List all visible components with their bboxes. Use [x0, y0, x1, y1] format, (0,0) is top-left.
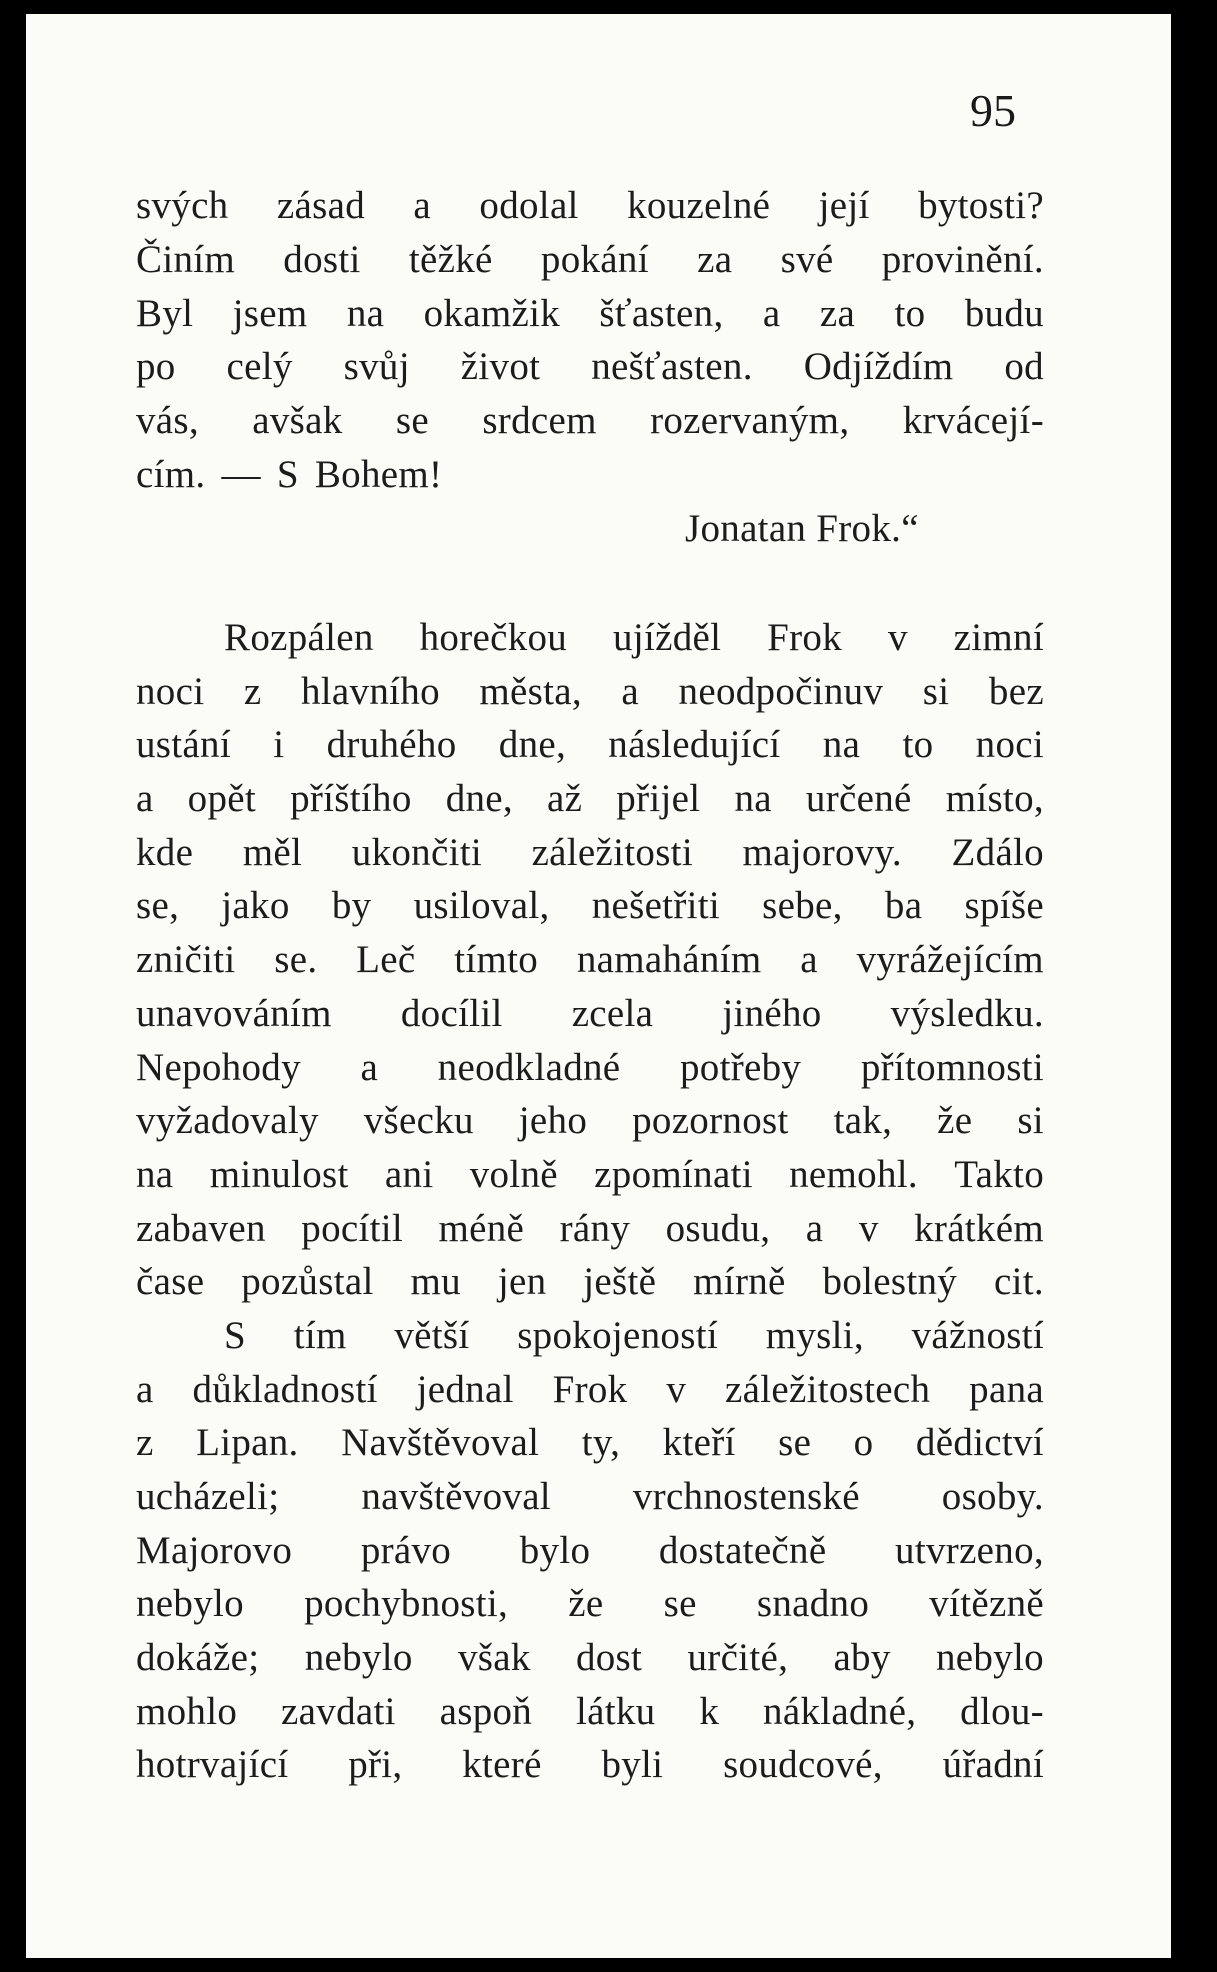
text-line: vás, avšak se srdcem rozervaným, krvácejí- — [136, 399, 1044, 443]
body-text — [136, 611, 1044, 1792]
letter-text — [136, 179, 1044, 556]
text-line: Činím dosti těžké pokání za své provinění. — [136, 237, 1044, 281]
text-line: Majorovo právo bylo dostatečně utvrzeno, — [136, 1528, 1044, 1572]
text-line: cím. — S Bohem! — [136, 452, 443, 496]
text-line: hotrvající při, které byli soudcové, úřadní — [136, 1743, 1044, 1787]
text-line: unavováním docílil zcela jiného výsledku. — [136, 991, 1044, 1035]
text-line: noci z hlavního města, a neodpočinuv si bez — [136, 669, 1044, 713]
text-line: vyžadovaly všecku jeho pozornost tak, že si — [136, 1099, 1044, 1143]
letter-signature: Jonatan Frok.“ — [685, 506, 919, 550]
text-line: po celý svůj život nešťasten. Odjíždím od — [136, 345, 1044, 389]
text-line: z Lipan. Navštěvoval ty, kteří se o dědictví — [136, 1421, 1044, 1465]
text-line: Nepohody a neodkladné potřeby přítomnosti — [136, 1045, 1044, 1089]
page-number: 95 — [970, 85, 1016, 136]
text-line: nebylo pochybnosti, že se snadno vítězně — [136, 1582, 1044, 1626]
text-line: ustání i druhého dne, následující na to noci — [136, 723, 1044, 767]
text-line: mohlo zavdati aspoň látku k nákladné, dlou- — [136, 1689, 1044, 1733]
text-line: a důkladností jednal Frok v záležitostech pana — [136, 1367, 1044, 1411]
text-line: kde měl ukončiti záležitosti majorovy. Zdálo — [136, 830, 1044, 874]
text-line: zničiti se. Leč tímto namaháním a vyrážejícím — [136, 938, 1044, 982]
book-page — [26, 14, 1171, 1958]
paragraph-first-line: S tím větší spokojeností mysli, vážností — [224, 1313, 1044, 1357]
text-line: zabaven pocítil méně rány osudu, a v krátkém — [136, 1206, 1044, 1250]
text-line: ucházeli; navštěvoval vrchnostenské osoby. — [136, 1475, 1044, 1518]
text-line: se, jako by usiloval, nešetřiti sebe, ba spíše — [136, 884, 1044, 928]
text-line: na minulost ani volně zpomínati nemohl. Takto — [136, 1152, 1044, 1196]
paragraph-first-line: Rozpálen horečkou ujížděl Frok v zimní — [224, 616, 1044, 659]
text-line: čase pozůstal mu jen ještě mírně bolestný cit. — [136, 1260, 1044, 1304]
text-line: dokáže; nebylo však dost určité, aby nebylo — [136, 1636, 1044, 1680]
text-line: a opět příštího dne, až přijel na určené místo, — [136, 777, 1044, 821]
text-line: Byl jsem na okamžik šťasten, a za to budu — [136, 291, 1044, 335]
text-line: svých zásad a odolal kouzelné její bytosti? — [136, 184, 1044, 227]
